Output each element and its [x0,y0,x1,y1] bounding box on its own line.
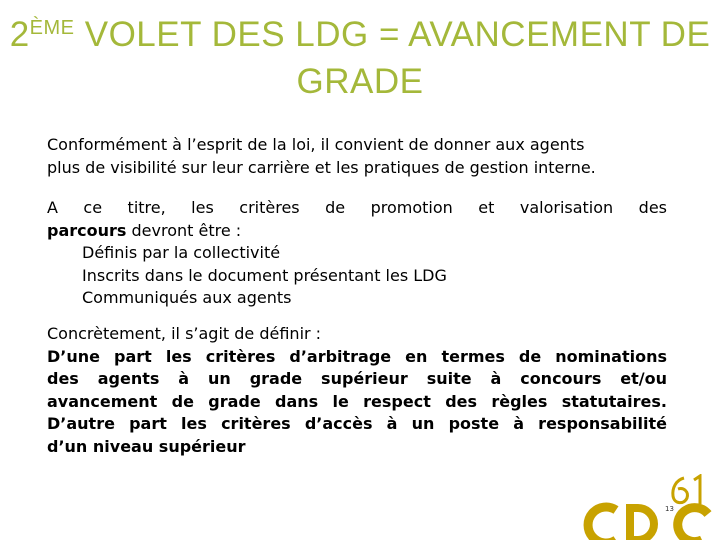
paragraph1-line1: Conformément à l’esprit de la loi, il convient de donner aux agents [47,135,585,154]
paragraph2-line2 [47,220,667,243]
paragraph3-intro: Concrètement, il s’agit de définir : [47,324,322,343]
title-line1-text: VOLET DES LDG = AVANCEMENT DE [74,15,711,54]
paragraph3-bold-line-1: D’une part les critères d’arbitrage en termes de nominations [47,346,667,366]
paragraph-criteria [47,197,667,310]
paragraph2-bold-word: parcours [47,220,127,240]
page-number: 13 [665,505,674,513]
paragraph3-bold-line-3: avancement de grade dans le respect des règles statutaires. [47,391,667,411]
paragraph3-bold-line-5: d’un niveau supérieur [47,436,246,456]
title-line-1 [0,14,720,61]
list-item-inscribed: Inscrits dans le document présentant les LDG [82,265,447,285]
list-item-defined: Définis par la collectivité [82,243,281,262]
list-item-communicated: Communiqués aux agents [82,288,292,307]
paragraph2-line1: A ce titre, les critères de promotion et valorisation des [47,198,667,217]
title-superscript: ÈME [29,17,75,39]
title-line-2: GRADE [296,62,424,101]
paragraph1-line2: plus de visibilité sur leur carrière et les pratiques de gestion interne. [47,157,596,177]
paragraph-concretely [47,323,667,458]
paragraph3-bold-line-4: D’autre part les critères d’accès à un poste à responsabilité [47,414,667,433]
paragraph3-bold-line-2: des agents à un grade supérieur suite à concours et/ou [47,369,667,388]
cdg61-logo-icon [580,474,720,540]
paragraph2-line2-rest: devront être : [126,220,242,240]
title-prefix: 2 [9,15,30,54]
paragraph-intro [47,134,667,179]
page-title [0,14,720,103]
